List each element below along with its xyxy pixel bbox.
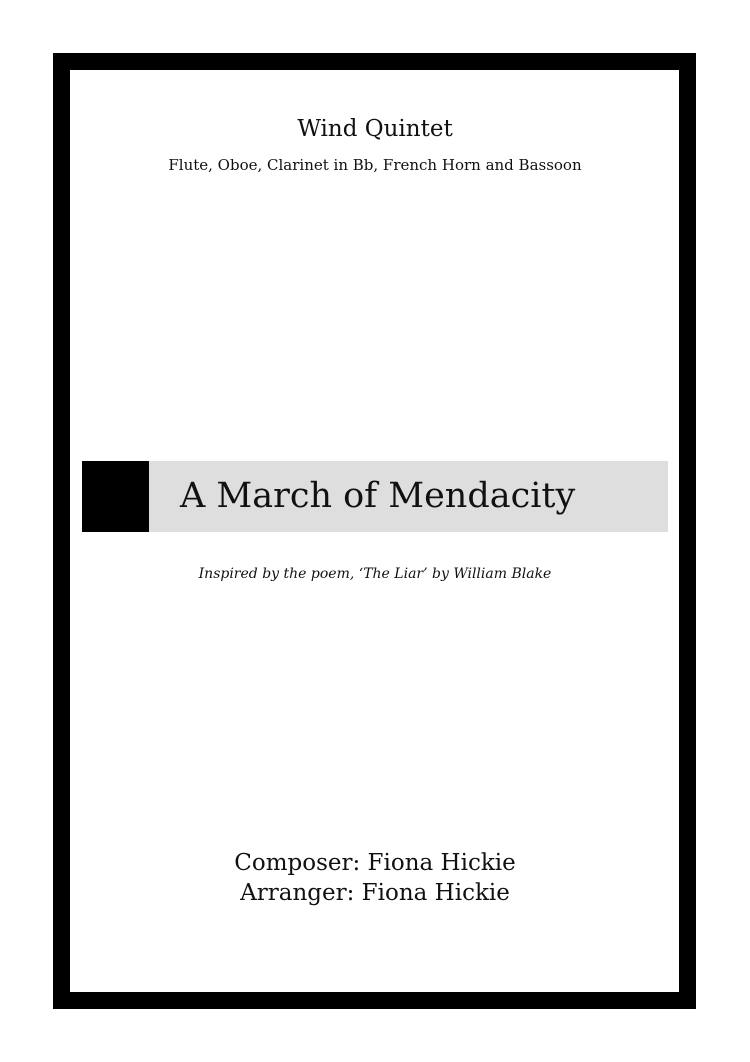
ensemble-title: Wind Quintet	[297, 116, 453, 142]
arranger-credit: Arranger: Fiona Hickie	[240, 880, 510, 906]
composer-credit: Composer: Fiona Hickie	[234, 850, 516, 876]
instrumentation-line: Flute, Oboe, Clarinet in Bb, French Horn and Bassoon	[168, 156, 582, 174]
credits	[0, 848, 750, 908]
main-title: A March of Mendacity	[180, 476, 576, 516]
title-band	[82, 461, 668, 532]
title-accent-block	[82, 461, 149, 532]
inspiration-note: Inspired by the poem, ‘The Liar’ by William Blake	[198, 566, 552, 582]
